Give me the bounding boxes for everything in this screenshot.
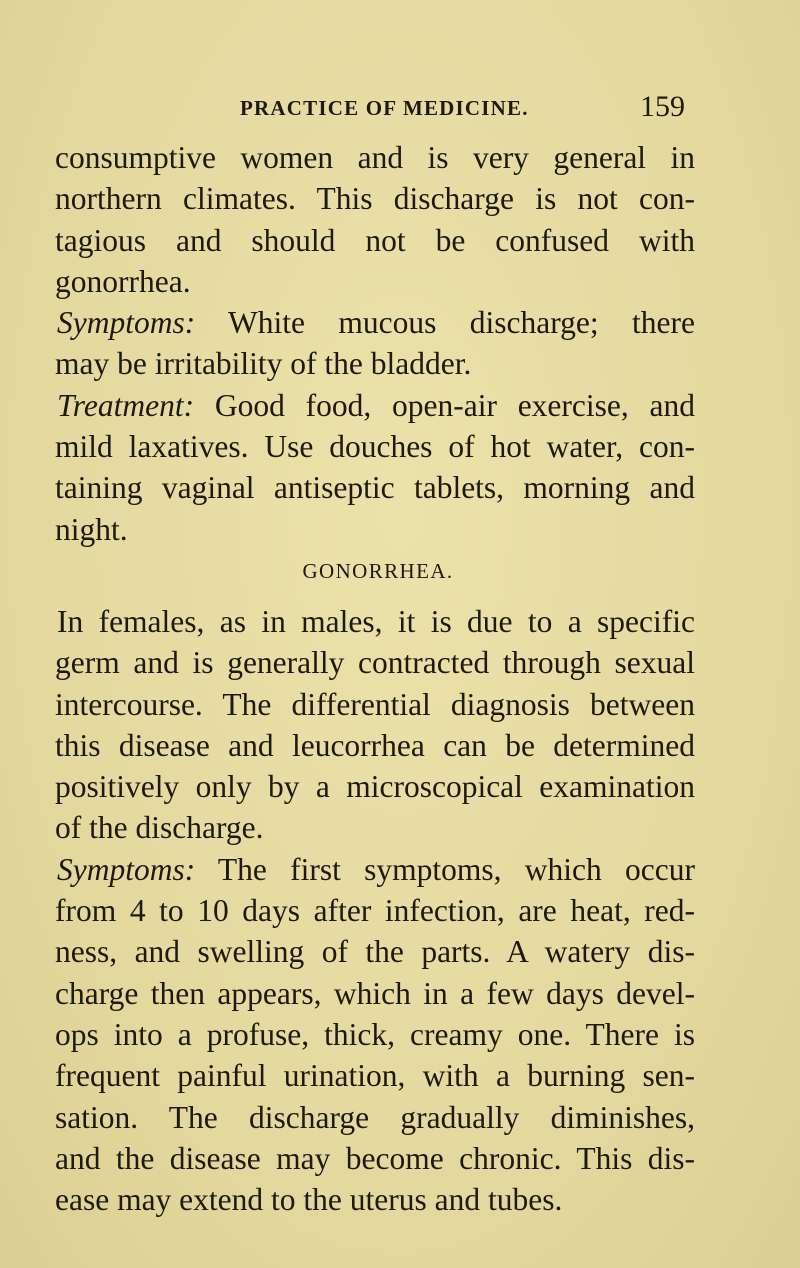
running-head: PRACTICE OF MEDICINE. [240, 96, 529, 120]
text-line: ops into a profuse, thick, creamy one. There is [55, 1016, 695, 1052]
text-line: consumptive women and is very general in [55, 140, 695, 175]
text-line: positively only by a microscopical examination [55, 769, 695, 805]
text-line: and the disease may become chronic. This dis- [55, 1140, 695, 1176]
paragraph-gonorrhea-intro [55, 601, 695, 849]
text-line: ness, and swelling of the parts. A watery dis- [55, 934, 695, 970]
text-line: In females, as in males, it is due to a specific [57, 603, 695, 639]
text-line: of the discharge. [55, 810, 264, 846]
text-line: mild laxatives. Use douches of hot water, con- [55, 429, 695, 465]
text-line: from 4 to 10 days after infection, are heat, red- [55, 893, 695, 929]
paragraph-symptoms-leucorrhea [55, 302, 695, 385]
page-header [0, 90, 800, 126]
text-line [55, 302, 695, 343]
text-line: germ and is generally contracted through sexual [55, 645, 695, 681]
text-line [55, 385, 695, 426]
text-run: The first symptoms, which occur [195, 851, 695, 887]
text-line: this disease and leucorrhea can be determined [55, 727, 695, 763]
symptoms-label: Symptoms: [57, 305, 196, 341]
text-line: northern climates. This discharge is not con- [55, 181, 695, 217]
text-line: taining vaginal antiseptic tablets, morning and [55, 470, 695, 506]
text-line: charge then appears, which in a few days devel- [55, 975, 695, 1011]
paragraph-continuation [55, 137, 695, 302]
treatment-label: Treatment: [57, 387, 195, 423]
paragraph-symptoms-gonorrhea [55, 849, 695, 1221]
page-number: 159 [640, 90, 685, 123]
text-line: may be irritability of the bladder. [55, 346, 472, 382]
text-run: White mucous discharge; there [195, 305, 695, 341]
text-line: frequent painful urination, with a burning sen- [55, 1058, 695, 1094]
symptoms-label: Symptoms: [57, 851, 196, 887]
text-line: tagious and should not be confused with [55, 222, 695, 258]
paragraph-treatment [55, 385, 695, 550]
text-line: sation. The discharge gradually diminishes, [55, 1099, 695, 1135]
text-line [55, 849, 695, 890]
text-line: gonorrhea. [55, 263, 191, 299]
text-line: ease may extend to the uterus and tubes. [55, 1182, 563, 1218]
text-line: night. [55, 511, 128, 547]
section-heading: GONORRHEA. [302, 558, 454, 583]
body-text [55, 137, 695, 1220]
text-run: Good food, open-air exercise, and [194, 387, 695, 423]
text-line: intercourse. The differential diagnosis between [55, 686, 695, 722]
